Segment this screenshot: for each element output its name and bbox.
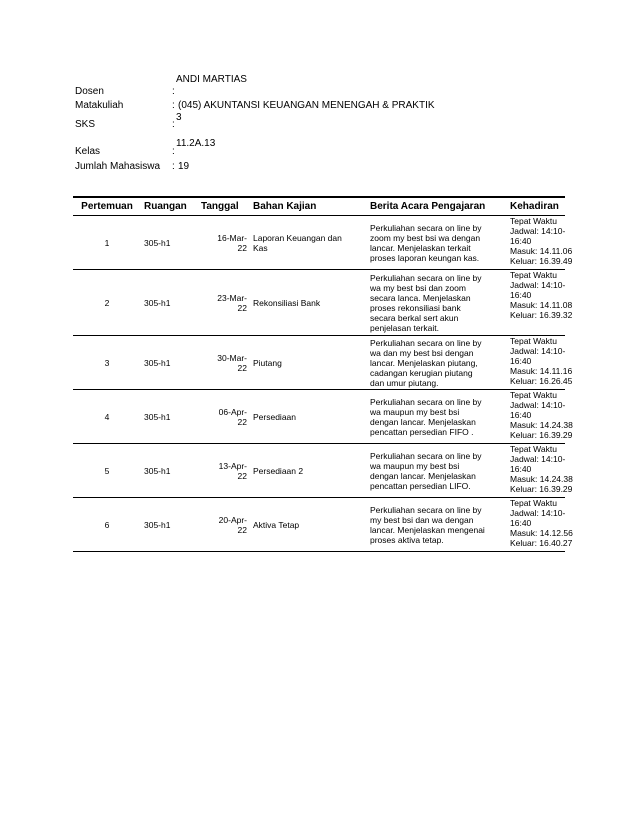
berita-acara-cell-line: wa dan my best bsi dengan — [370, 347, 474, 358]
kehadiran-cell-line: 16:40 — [510, 464, 532, 474]
kehadiran-cell-line: Jadwal: 14:10- — [510, 400, 566, 410]
bahan-kajian-cell — [250, 336, 367, 390]
table-row — [73, 216, 565, 270]
berita-acara-cell-line: wa maupun my best bsi — [370, 460, 460, 471]
pertemuan-cell: 6 — [73, 498, 141, 552]
berita-acara-cell-line: dengan lancar. Menjelaskan — [370, 470, 476, 481]
berita-acara-cell-line: Perkuliahan secara on line by — [370, 450, 482, 461]
tanggal-cell — [198, 216, 250, 270]
matakuliah-colon: : — [172, 100, 175, 111]
kehadiran-cell-line: Keluar: 16.39.29 — [510, 430, 573, 440]
kehadiran-cell-line: Keluar: 16.39.32 — [510, 310, 573, 320]
berita-acara-cell-line: secara lanca. Menjelaskan — [370, 292, 471, 303]
berita-acara-cell-line: cadangan kerugian piutang — [370, 367, 473, 378]
table-row — [73, 390, 565, 444]
dosen-label: Dosen — [75, 86, 104, 97]
berita-acara-cell-line: dengan lancar. Menjelaskan — [370, 416, 476, 427]
bahan-kajian-cell-line: Persediaan 2 — [253, 465, 304, 476]
kehadiran-cell — [507, 444, 573, 498]
berita-acara-cell-line: lancar. Menjelaskan mengenai — [370, 524, 485, 535]
header-ruangan: Ruangan — [141, 197, 198, 216]
table-header-row — [73, 197, 565, 216]
tanggal-cell — [198, 498, 250, 552]
kehadiran-cell-line: Jadwal: 14:10- — [510, 454, 566, 464]
berita-acara-cell-line: proses laporan keungan kas. — [370, 252, 480, 263]
tanggal-cell-line: 23-Mar- — [217, 292, 247, 303]
tanggal-cell-line: 22 — [237, 362, 247, 373]
kehadiran-cell-line: Tepat Waktu — [510, 444, 557, 454]
kehadiran-cell-line: Tepat Waktu — [510, 336, 557, 346]
kehadiran-cell — [507, 336, 573, 390]
tanggal-cell-line: 16-Mar- — [217, 232, 247, 243]
kehadiran-cell-line: 16:40 — [510, 236, 532, 246]
table-row — [73, 336, 565, 390]
sks-colon: : — [172, 119, 175, 130]
tanggal-cell-line: 22 — [237, 302, 247, 313]
kehadiran-cell-line: Jadwal: 14:10- — [510, 346, 566, 356]
berita-acara-cell — [367, 498, 507, 552]
berita-acara-cell-line: wa maupun my best bsi — [370, 406, 460, 417]
header-kehadiran: Kehadiran — [507, 197, 565, 216]
sks-label: SKS — [75, 119, 96, 130]
berita-acara-cell-line: pencattan persedian FIFO . — [370, 426, 474, 437]
berita-acara-cell-line: Perkuliahan secara on line by — [370, 272, 482, 283]
pertemuan-cell: 1 — [73, 216, 141, 270]
kehadiran-cell-line: Masuk: 14.24.38 — [510, 420, 573, 430]
berita-acara-cell-line: zoom my best bsi wa dengan — [370, 232, 481, 243]
kehadiran-cell-line: 16:40 — [510, 356, 532, 366]
berita-acara-cell-line: my best bsi dan wa dengan — [370, 514, 474, 525]
bahan-kajian-cell-line: Persediaan — [253, 411, 297, 422]
jumlah-label: Jumlah Mahasiswa — [75, 161, 161, 172]
bahan-kajian-cell — [250, 216, 367, 270]
kehadiran-cell — [507, 498, 573, 552]
header-tanggal: Tanggal — [198, 197, 250, 216]
tanggal-cell-line: 06-Apr- — [218, 406, 247, 417]
bahan-kajian-cell — [250, 390, 367, 444]
header-pertemuan: Pertemuan — [73, 197, 141, 216]
dosen-colon: : — [172, 86, 175, 97]
bahan-kajian-cell-line: Laporan Keuangan dan — [253, 232, 342, 243]
kehadiran-cell-line: Keluar: 16.39.29 — [510, 484, 573, 494]
tanggal-cell-line: 13-Apr- — [218, 460, 247, 471]
berita-acara-cell-line: Perkuliahan secara on line by — [370, 337, 482, 348]
matakuliah-label: Matakuliah — [75, 100, 124, 111]
dosen-value: ANDI MARTIAS — [176, 74, 247, 85]
berita-acara-cell-line: pencattan persedian LIFO. — [370, 480, 471, 491]
kehadiran-cell-line: Tepat Waktu — [510, 216, 557, 226]
bahan-kajian-cell-line: Aktiva Tetap — [253, 519, 300, 530]
ruangan-cell: 305-h1 — [141, 390, 198, 444]
kelas-value: 11.2A.13 — [176, 138, 216, 149]
kehadiran-cell-line: Masuk: 14.11.16 — [510, 366, 573, 376]
bahan-kajian-cell-line: Kas — [253, 242, 268, 253]
kehadiran-cell-line: Keluar: 16.39.49 — [510, 256, 573, 266]
kehadiran-cell — [507, 390, 573, 444]
kelas-colon: : — [172, 146, 175, 157]
berita-acara-cell-line: Perkuliahan secara on line by — [370, 504, 482, 515]
jumlah-value: 19 — [178, 161, 190, 172]
sks-value: 3 — [176, 112, 182, 123]
kehadiran-cell-line: 16:40 — [510, 518, 532, 528]
pertemuan-cell: 3 — [73, 336, 141, 390]
kehadiran-cell-line: Keluar: 16.40.27 — [510, 538, 573, 548]
jumlah-colon: : — [172, 161, 175, 172]
berita-acara-cell — [367, 336, 507, 390]
pertemuan-cell: 5 — [73, 444, 141, 498]
pertemuan-cell: 4 — [73, 390, 141, 444]
kehadiran-cell-line: Masuk: 14.11.08 — [510, 300, 573, 310]
kehadiran-cell-line: Masuk: 14.12.56 — [510, 528, 573, 538]
matakuliah-value: (045) AKUNTANSI KEUANGAN MENENGAH & PRAKTIK — [178, 100, 435, 111]
kehadiran-cell — [507, 216, 573, 270]
tanggal-cell — [198, 444, 250, 498]
tanggal-cell-line: 20-Apr- — [218, 514, 247, 525]
berita-acara-cell-line: penjelasan terkait. — [370, 322, 439, 333]
ruangan-cell: 305-h1 — [141, 336, 198, 390]
kehadiran-cell-line: Tepat Waktu — [510, 498, 557, 508]
ruangan-cell: 305-h1 — [141, 216, 198, 270]
tanggal-cell — [198, 270, 250, 336]
tanggal-cell-line: 22 — [237, 242, 247, 253]
tanggal-cell-line: 22 — [237, 524, 247, 535]
berita-acara-cell-line: wa my best bsi dan zoom — [370, 282, 466, 293]
pertemuan-cell: 2 — [73, 270, 141, 336]
berita-acara-cell-line: lancar. Menjelaskan piutang, — [370, 357, 478, 368]
bahan-kajian-cell — [250, 444, 367, 498]
berita-acara-cell — [367, 216, 507, 270]
kehadiran-cell-line: Jadwal: 14:10- — [510, 508, 566, 518]
berita-acara-cell-line: proses rekonsiliasi bank — [370, 302, 461, 313]
berita-acara-cell-line: Perkuliahan secara on line by — [370, 222, 482, 233]
bahan-kajian-cell — [250, 270, 367, 336]
kehadiran-cell-line: 16:40 — [510, 410, 532, 420]
tanggal-cell-line: 22 — [237, 470, 247, 481]
tanggal-cell — [198, 390, 250, 444]
berita-acara-cell-line: lancar. Menjelaskan terkait — [370, 242, 471, 253]
table-row — [73, 444, 565, 498]
berita-acara-cell-line: secara berkal sert akun — [370, 312, 459, 323]
berita-acara-cell-line: proses aktiva tetap. — [370, 534, 444, 545]
berita-acara-cell-line: dan umur piutang. — [370, 377, 439, 388]
bahan-kajian-cell-line: Rekonsiliasi Bank — [253, 297, 321, 308]
kehadiran-cell-line: Jadwal: 14:10- — [510, 226, 566, 236]
kehadiran-cell-line: Jadwal: 14:10- — [510, 280, 566, 290]
kehadiran-cell-line: Masuk: 14.24.38 — [510, 474, 573, 484]
berita-acara-cell — [367, 270, 507, 336]
kehadiran-cell-line: Tepat Waktu — [510, 390, 557, 400]
kelas-label: Kelas — [75, 146, 101, 157]
kehadiran-cell-line: 16:40 — [510, 290, 532, 300]
header-bahan-kajian: Bahan Kajian — [250, 197, 367, 216]
kehadiran-cell-line: Tepat Waktu — [510, 270, 557, 280]
table-row — [73, 270, 565, 336]
tanggal-cell-line: 30-Mar- — [217, 352, 247, 363]
kehadiran-cell-line: Masuk: 14.11.06 — [510, 246, 573, 256]
berita-acara-cell-line: Perkuliahan secara on line by — [370, 396, 482, 407]
ruangan-cell: 305-h1 — [141, 444, 198, 498]
tanggal-cell-line: 22 — [237, 416, 247, 427]
bahan-kajian-cell-line: Piutang — [253, 357, 282, 368]
attendance-table — [73, 196, 573, 552]
header-berita-acara: Berita Acara Pengajaran — [367, 197, 507, 216]
kehadiran-cell — [507, 270, 573, 336]
ruangan-cell: 305-h1 — [141, 498, 198, 552]
bahan-kajian-cell — [250, 498, 367, 552]
ruangan-cell: 305-h1 — [141, 270, 198, 336]
berita-acara-cell — [367, 390, 507, 444]
tanggal-cell — [198, 336, 250, 390]
kehadiran-cell-line: Keluar: 16.26.45 — [510, 376, 573, 386]
berita-acara-cell — [367, 444, 507, 498]
table-row — [73, 498, 565, 552]
